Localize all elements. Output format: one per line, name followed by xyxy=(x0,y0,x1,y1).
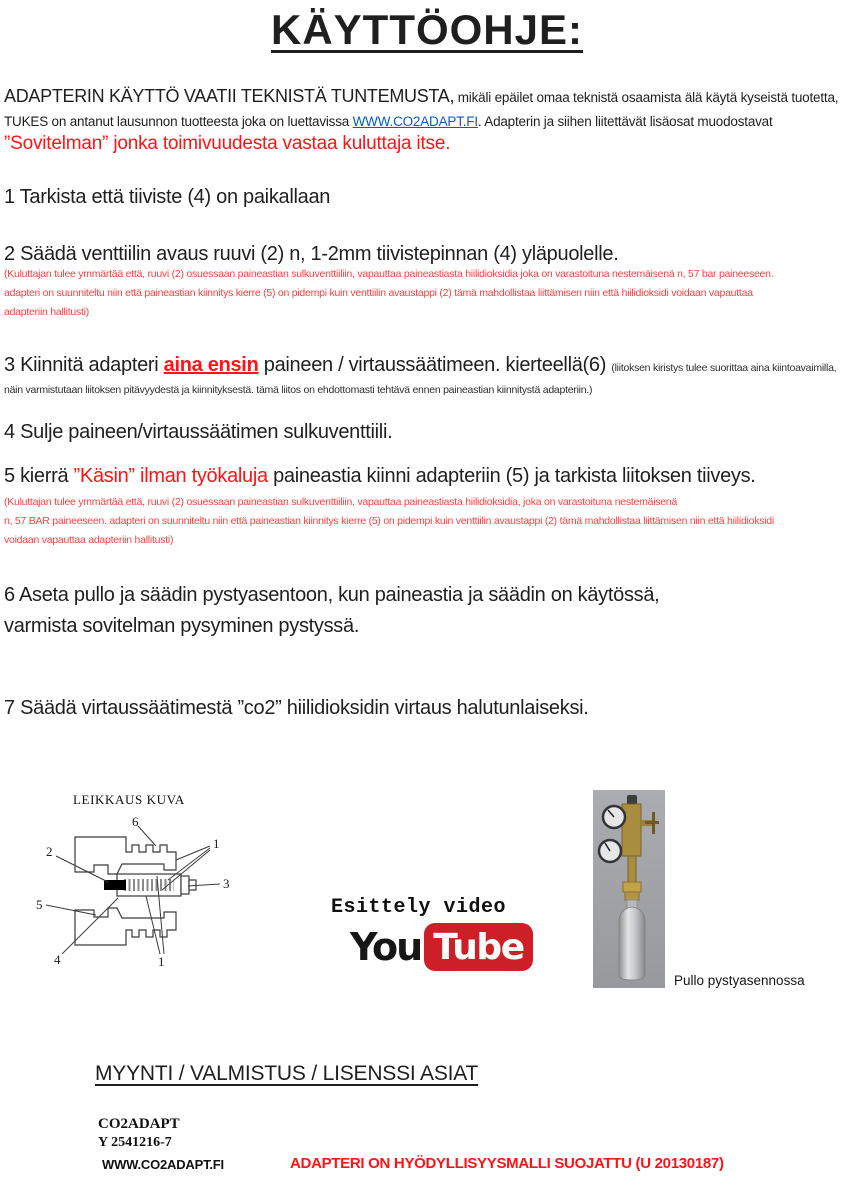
diagram-label-1-bottom: 1 xyxy=(158,954,165,969)
step-3-emphasis: aina ensin xyxy=(163,354,259,376)
diagram-label-4: 4 xyxy=(54,952,61,967)
youtube-you-text: You xyxy=(350,925,422,969)
brass-nut-large xyxy=(623,882,641,892)
step-5-note xyxy=(4,493,774,550)
youtube-red-box xyxy=(424,923,532,971)
footer-heading: MYYNTI / VALMISTUS / LISENSSI ASIAT xyxy=(95,1062,479,1085)
co2adapt-link[interactable]: WWW.CO2ADAPT.FI xyxy=(352,114,478,129)
step-3-note-inline: (liitoksen kiristys tulee suorittaa aina kiintoavaimilla, xyxy=(611,362,837,374)
step-3-text-after: paineen / virtaussäätimeen. kierteellä(6) xyxy=(258,354,612,376)
step-5 xyxy=(4,465,756,488)
diagram-label-1-top: 1 xyxy=(213,836,220,851)
tukes-text-after: . Adapterin ja siihen liitettävät lisäosat muodostavat xyxy=(477,114,773,129)
brass-nut-small xyxy=(625,892,639,900)
step-5-text-after: paineastia kiinni adapteriin (5) ja tarkista liitoksen tiiveys. xyxy=(267,465,756,487)
step-7: 7 Säädä virtaussäätimestä ”co2” hiilidioksidin virtaus halutunlaiseksi. xyxy=(4,697,589,719)
video-label: Esittely video xyxy=(331,896,507,919)
tukes-text: TUKES on antanut lausunnon tuotteesta joka on luettavissa xyxy=(4,114,353,129)
company-name: CO2ADAPT xyxy=(98,1116,180,1132)
website-text: WWW.CO2ADAPT.FI xyxy=(102,1157,224,1172)
step-2-note xyxy=(4,265,773,322)
sovitelma-warning: ”Sovitelman” jonka toimivuudesta vastaa kuluttaja itse. xyxy=(4,133,451,154)
step-2-note-line-1: (Kuluttajan tulee ymmärtää että, ruuvi (2) osuessaan paineastian sulkuventtiiliin, vapauttaa paineastiasta hiilidioksidia joka on varastoituna nestemäisenä n, 57 bar paineeseen. xyxy=(4,268,774,280)
cylinder-photo xyxy=(593,790,665,988)
diagram-title: LEIKKAUS KUVA xyxy=(73,792,185,807)
intro-line-2 xyxy=(4,114,773,129)
diagram-label-3: 3 xyxy=(223,876,230,891)
step-5-emphasis: ”Käsin” ilman työkaluja xyxy=(73,465,268,487)
diagram-label-2: 2 xyxy=(46,844,53,859)
step-2: 2 Säädä venttiilin avaus ruuvi (2) n, 1-2mm tiivistepinnan (4) yläpuolelle. xyxy=(4,243,619,265)
valve-t-handle-bar xyxy=(645,821,659,824)
page-title: KÄYTTÖOHJE: xyxy=(270,6,583,53)
patent-notice: ADAPTERI ON HYÖDYLLISYYSMALLI SUOJATTU (U 20130187) xyxy=(290,1155,724,1172)
diagram-label-6: 6 xyxy=(132,814,139,829)
step-3 xyxy=(4,354,836,377)
step-2-note-line-2: adapteri on suunniteltu niin että paineastian kiinnitys kierre (5) on pidempi kuin venttiilin avaustappi (2) tämä mahdollistaa liittämisen niin että hiilidioksidi voidaan vapauttaa xyxy=(4,287,753,299)
adapter-top-block xyxy=(75,837,176,874)
intro-lead-rest: mikäli epäilet omaa teknistä osaamista älä käytä kyseistä tuotetta, xyxy=(454,90,839,105)
photo-caption: Pullo pystyasennossa xyxy=(674,973,805,988)
youtube-tube-text: Tube xyxy=(433,926,524,968)
step-1: 1 Tarkista että tiiviste (4) on paikallaan xyxy=(4,186,331,208)
youtube-logo[interactable] xyxy=(350,923,533,971)
cutaway-diagram xyxy=(18,812,238,972)
step-4: 4 Sulje paineen/virtaussäätimen sulkuventtiili. xyxy=(4,421,393,443)
co2-bottle xyxy=(619,907,645,980)
step-6-line-2: varmista sovitelman pysyminen pystyssä. xyxy=(4,615,360,637)
step-5-text: 5 kierrä xyxy=(4,465,74,487)
step-3-note-line-2: näin varmistutaan liitoksen pitävyydestä ja kiinnityksestä. tämä liitos on ehdottomasti tehtävä ennen paineastian kiinnitystä adapteriin.) xyxy=(4,384,593,396)
step-3-text: 3 Kiinnitä adapteri xyxy=(4,354,164,376)
intro-lead: ADAPTERIN KÄYTTÖ VAATII TEKNISTÄ TUNTEMUSTA, xyxy=(4,86,455,106)
diagram-label-5: 5 xyxy=(36,897,43,912)
step-5-note-line-3: voidaan vapauttaa adapteriin hallitusti) xyxy=(4,534,174,546)
step-5-note-line-1: (Kuluttajan tulee ymmärtää että, ruuvi (2) osuessaan paineastian sulkuventtiiliin, vapauttaa paineastiasta hiilidioksidia, joka on varastoituna nestemäisenä xyxy=(4,496,678,508)
adapter-tube-cap xyxy=(181,876,189,894)
step-6 xyxy=(4,580,659,642)
intro-line-1 xyxy=(4,86,838,107)
regulator-down-tube xyxy=(628,856,636,882)
business-id: Y 2541216-7 xyxy=(98,1135,172,1150)
adapter-tube-cap-2 xyxy=(189,880,196,890)
step-6-line-1: 6 Aseta pullo ja säädin pystyasentoon, kun paineastia ja säädin on käytössä, xyxy=(4,584,660,606)
step-5-note-line-2: n, 57 BAR paineeseen. adapteri on suunniteltu niin että paineastian kiinnitys kierre (5) on pidempi kuin venttiilin avaustappi (2) tämä mahdollistaa liittämisen niin että hiilidioksidi xyxy=(4,515,774,527)
step-2-note-line-3: adapteriin hallitusti) xyxy=(4,306,89,318)
